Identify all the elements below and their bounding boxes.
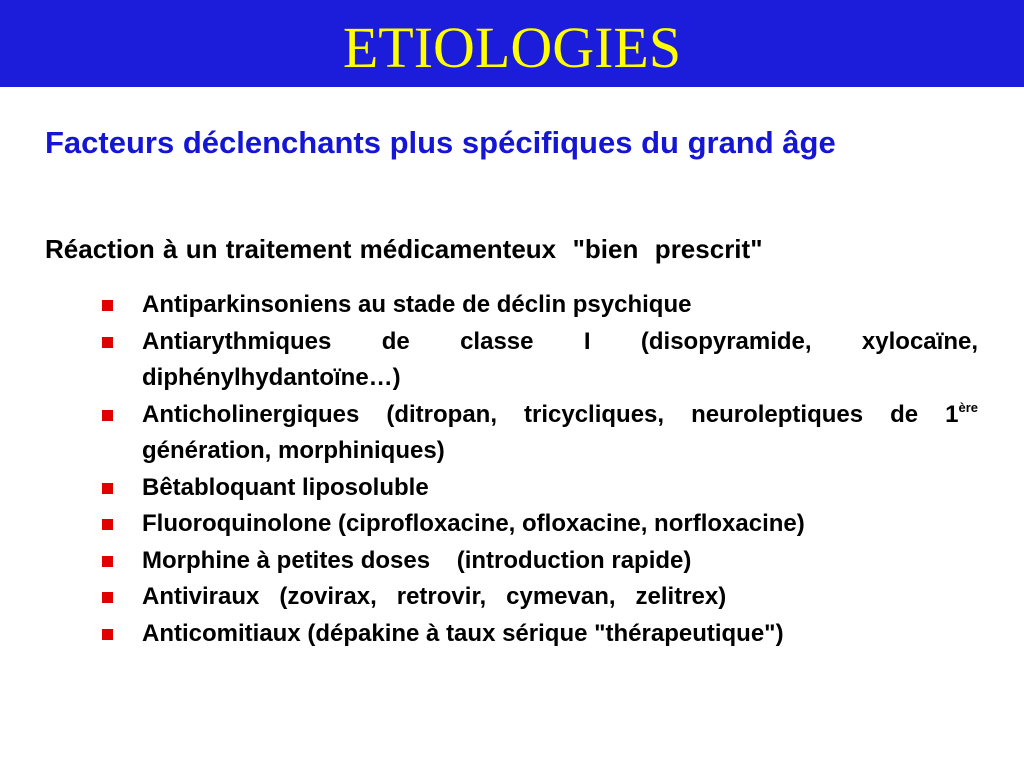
list-item-text: Anticomitiaux (dépakine à taux sérique "thérapeutique"): [142, 619, 784, 647]
list-item: [100, 506, 978, 543]
list-item: [100, 470, 978, 507]
superscript: ère: [958, 399, 978, 415]
slide-title: ETIOLOGIES: [342, 15, 682, 80]
list-item: [100, 324, 978, 397]
list-item: [100, 543, 978, 580]
list-item-text: Fluoroquinolone (ciprofloxacine, ofloxacine, norfloxacine): [142, 510, 805, 537]
list-item: [100, 397, 978, 470]
list-item: [100, 287, 978, 324]
red-square-bullet-icon: [102, 592, 113, 603]
red-square-bullet-icon: [102, 519, 113, 530]
list-item-text: Antiarythmiques de classe I (disopyramide, xylocaïne, diphénylhydantoïne…): [142, 327, 978, 391]
section-heading: Facteurs déclenchants plus spécifiques du grand âge: [45, 125, 836, 160]
red-square-bullet-icon: [102, 483, 113, 494]
list-item: [100, 616, 978, 653]
title-bar: [0, 0, 1024, 87]
list-item-text: Antiparkinsoniens au stade de déclin psychique: [142, 291, 692, 318]
list-item-text: Antiviraux (zovirax, retrovir, cymevan, zelitrex): [142, 583, 727, 610]
red-square-bullet-icon: [102, 629, 113, 640]
bullet-list: [100, 287, 978, 652]
red-square-bullet-icon: [102, 337, 113, 348]
red-square-bullet-icon: [102, 410, 113, 421]
list-item-text-continued: génération, morphiniques): [142, 437, 445, 464]
list-item-text: Bêtabloquant liposoluble: [142, 473, 429, 501]
section-subheading: Réaction à un traitement médicamenteux "bien prescrit": [45, 234, 763, 264]
list-item: [100, 579, 978, 616]
list-item-text: Morphine à petites doses (introduction rapide): [142, 546, 692, 574]
list-item-text: Anticholinergiques (ditropan, tricycliques, neuroleptiques de 1: [142, 400, 959, 428]
red-square-bullet-icon: [102, 556, 113, 567]
red-square-bullet-icon: [102, 300, 113, 311]
